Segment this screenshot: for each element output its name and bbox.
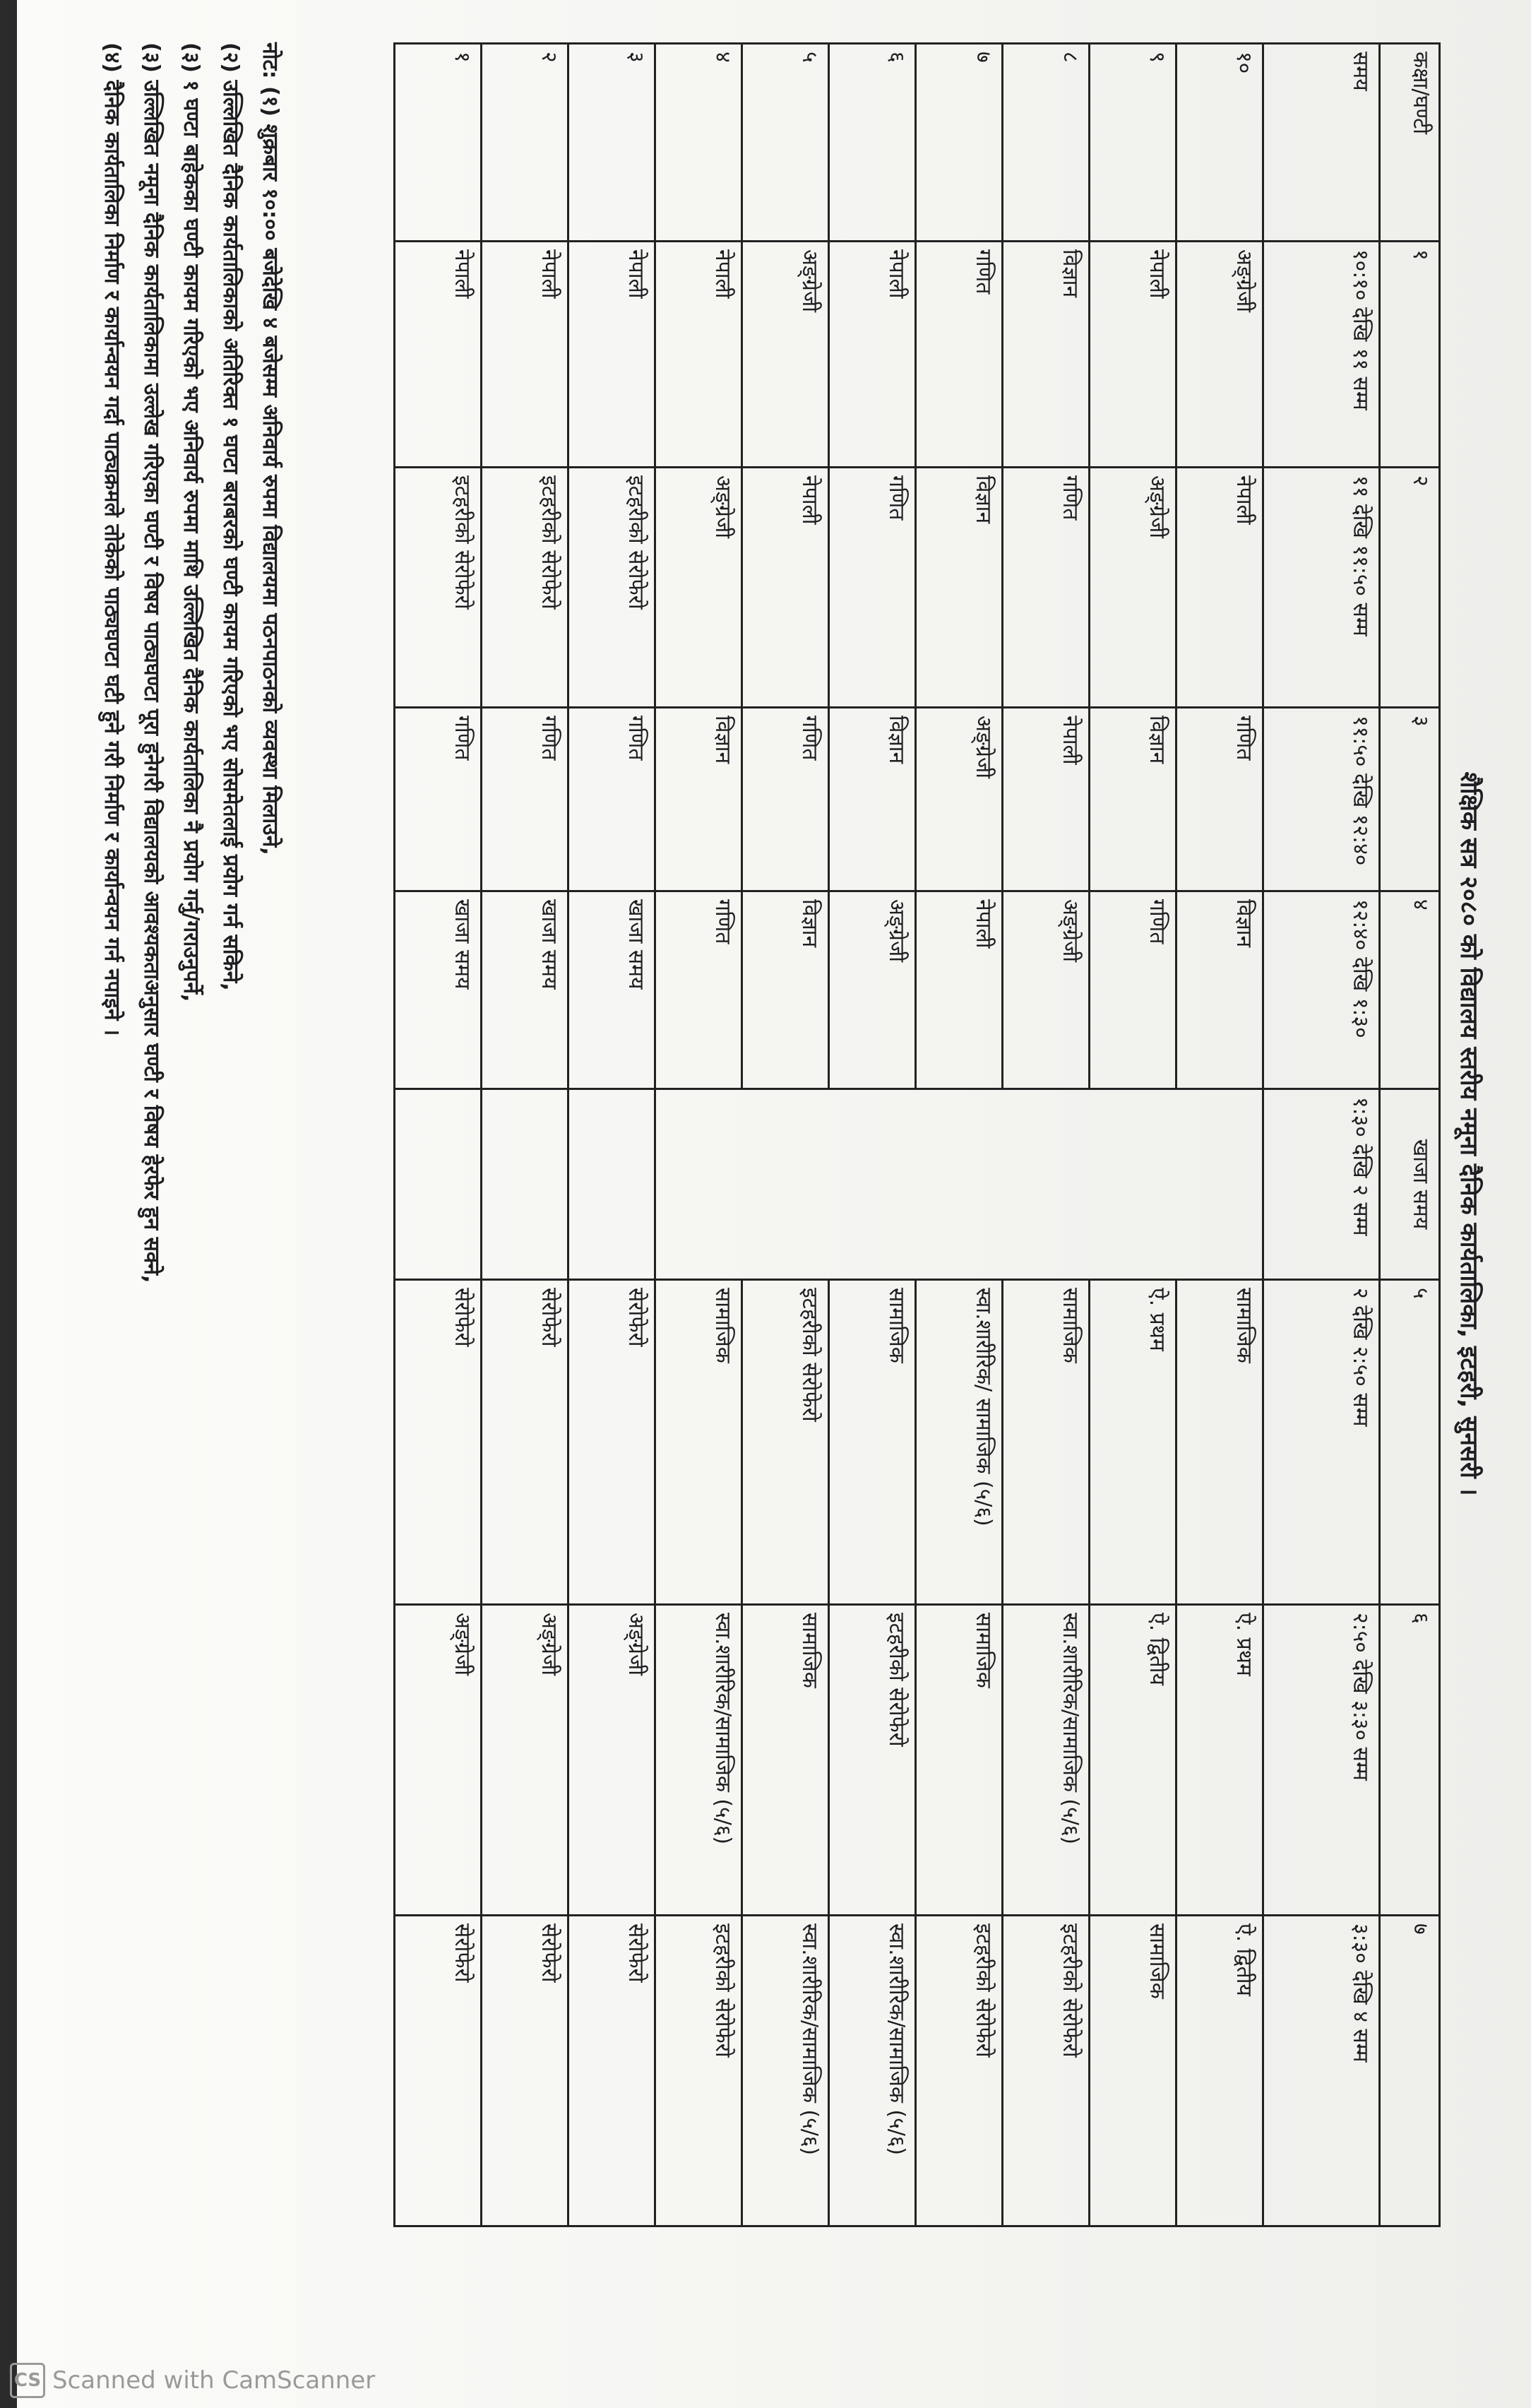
camscanner-watermark	[10, 2363, 375, 2398]
subject-cell: नेपाली	[916, 891, 1003, 1089]
lunch-blank-cell	[568, 1089, 655, 1280]
subject-cell: गणित	[482, 708, 568, 891]
subject-cell: ऐ. प्रथम	[1176, 1605, 1263, 1916]
subject-cell: नेपाली	[742, 468, 829, 708]
grade-cell: ८	[1003, 44, 1090, 242]
subject-cell: अङ्ग्रेजी	[568, 1605, 655, 1916]
scan-edge-shadow	[0, 0, 17, 2408]
subject-cell: इटहरीको सेरोफेरो	[568, 468, 655, 708]
notes-section	[92, 42, 290, 2225]
subject-cell: इटहरीको सेरोफेरो	[395, 468, 482, 708]
subject-cell: सामाजिक	[1176, 1280, 1263, 1605]
subject-cell: इटहरीको सेरोफेरो	[655, 1916, 742, 2226]
lunch-blank-cell	[482, 1089, 568, 1280]
header-cell: कक्षा/घण्टी	[1380, 44, 1440, 242]
time-cell: ११:५० देखि १२:४०	[1263, 708, 1380, 891]
subject-cell: अङ्ग्रेजी	[395, 1605, 482, 1916]
subject-cell: अङ्ग्रेजी	[916, 708, 1003, 891]
subject-cell: इटहरीको सेरोफेरो	[742, 1280, 829, 1605]
camscanner-logo-icon: CS	[10, 2363, 45, 2398]
table-row	[395, 44, 482, 2226]
time-cell: ३:३० देखि ४ सम्म	[1263, 1916, 1380, 2226]
grade-cell: ७	[916, 44, 1003, 242]
lunch-blank-cell	[395, 1089, 482, 1280]
subject-cell: सेरोफेरो	[482, 1916, 568, 2226]
subject-cell: विज्ञान	[1176, 891, 1263, 1089]
subject-cell: गणित	[916, 242, 1003, 468]
subject-cell: सेरोफेरो	[568, 1916, 655, 2226]
grade-cell: ४	[655, 44, 742, 242]
subject-cell: सामाजिक	[1090, 1916, 1176, 2226]
subject-cell: नेपाली	[482, 242, 568, 468]
subject-cell: सेरोफेरो	[482, 1280, 568, 1605]
subject-cell: ऐ. द्वितीय	[1176, 1916, 1263, 2226]
subject-cell: विज्ञान	[829, 708, 916, 891]
subject-cell: खाजा समय	[568, 891, 655, 1089]
grade-cell: १	[395, 44, 482, 242]
table-row	[568, 44, 655, 2226]
time-cell-lunch: १:३० देखि २ सम्म	[1263, 1089, 1380, 1280]
document-title: शैक्षिक सत्र २०८० को विद्यालय स्तरीय नमूना दैनिक कार्यतालिका, इटहरी, सुनसरी ।	[1455, 771, 1483, 1496]
subject-cell: सामाजिक	[655, 1280, 742, 1605]
subject-cell: नेपाली	[1090, 242, 1176, 468]
subject-cell: ऐ. प्रथम	[1090, 1280, 1176, 1605]
time-label: समय	[1263, 44, 1380, 242]
subject-cell: अङ्ग्रेजी	[655, 468, 742, 708]
subject-cell: खाजा समय	[482, 891, 568, 1089]
time-cell: २ देखि २:५० सम्म	[1263, 1280, 1380, 1605]
subject-cell: अङ्ग्रेजी	[1003, 891, 1090, 1089]
note-line: (३) उल्लिखित नमूना दैनिक कार्यतालिकामा उल्लेख गरिएका घण्टी र विषय पाठ्यघण्टा पूरा हुनेगरी विद्यालयको आवश्यकताअनुसार घण्टी र विषय हेरफेर हुन सक्ने,	[139, 42, 164, 1283]
subject-cell: सेरोफेरो	[568, 1280, 655, 1605]
note-line: (२) उल्लिखित दैनिक कार्यतालिकाको अतिरिक्त १ घण्टा बराबरको घण्टी कायम गरिएको भए सोसमेतलाई प्रयोग गर्न सकिने,	[218, 42, 243, 991]
subject-cell: स्वा.शारीरिक/सामाजिक (५/६)	[829, 1916, 916, 2226]
note-line: नोट: (१) शुक्रबार १०:०० बजेदेखि ४ बजेसम्म अनिवार्य रुपमा विद्यालयमा पठनपाठनको व्यवस्था मिलाउने,	[258, 42, 282, 855]
subject-cell: गणित	[1176, 708, 1263, 891]
subject-cell: नेपाली	[655, 242, 742, 468]
subject-cell: सामाजिक	[829, 1280, 916, 1605]
subject-cell: नेपाली	[568, 242, 655, 468]
subject-cell: इटहरीको सेरोफेरो	[916, 1916, 1003, 2226]
header-cell: ५	[1380, 1280, 1440, 1605]
subject-cell: नेपाली	[1176, 468, 1263, 708]
subject-cell: नेपाली	[829, 242, 916, 468]
subject-cell: अङ्ग्रेजी	[1176, 242, 1263, 468]
note-line: (४) दैनिक कार्यतालिका निर्माण र कार्यान्वयन गर्दा पाठ्यक्रमले तोकेको पाठ्यघण्टा घटी हुने गरी निर्माण र कार्यान्वयन गर्न नपाइने ।	[100, 42, 124, 1036]
subject-cell: स्वा.शारीरिक/सामाजिक (५/६)	[742, 1916, 829, 2226]
subject-cell: विज्ञान	[742, 891, 829, 1089]
subject-cell: नेपाली	[395, 242, 482, 468]
grade-cell: ९	[1090, 44, 1176, 242]
subject-cell: विज्ञान	[655, 708, 742, 891]
header-cell: २	[1380, 468, 1440, 708]
time-cell: १०:१० देखि ११ सम्म	[1263, 242, 1380, 468]
grade-cell: ३	[568, 44, 655, 242]
header-cell: ४	[1380, 891, 1440, 1089]
header-cell: १	[1380, 242, 1440, 468]
subject-cell: अङ्ग्रेजी	[742, 242, 829, 468]
subject-cell: स्वा.शारीरिक/ सामाजिक (५/६)	[916, 1280, 1003, 1605]
subject-cell: सेरोफेरो	[395, 1280, 482, 1605]
subject-cell: गणित	[655, 891, 742, 1089]
subject-cell: इटहरीको सेरोफेरो	[482, 468, 568, 708]
subject-cell: सेरोफेरो	[395, 1916, 482, 2226]
table-row	[482, 44, 568, 2226]
subject-cell: नेपाली	[1003, 708, 1090, 891]
lunch-merged-cell	[655, 1089, 1263, 1280]
subject-cell: खाजा समय	[395, 891, 482, 1089]
subject-cell: इटहरीको सेरोफेरो	[1003, 1916, 1090, 2226]
subject-cell: गणित	[829, 468, 916, 708]
table-row	[1176, 44, 1263, 2226]
subject-cell: सामाजिक	[742, 1605, 829, 1916]
time-cell: २:५० देखि ३:३० सम्म	[1263, 1605, 1380, 1916]
subject-cell: गणित	[1003, 468, 1090, 708]
rotated-document	[100, 42, 1490, 2225]
time-cell: १२:४० देखि १:३०	[1263, 891, 1380, 1089]
header-cell: ६	[1380, 1605, 1440, 1916]
time-row	[1263, 44, 1380, 2226]
watermark-text: Scanned with CamScanner	[52, 2366, 376, 2395]
subject-cell: गणित	[395, 708, 482, 891]
subject-cell: गणित	[742, 708, 829, 891]
grade-cell: ६	[829, 44, 916, 242]
subject-cell: सामाजिक	[916, 1605, 1003, 1916]
subject-cell: सामाजिक	[1003, 1280, 1090, 1605]
grade-cell: २	[482, 44, 568, 242]
subject-cell: विज्ञान	[1090, 708, 1176, 891]
subject-cell: विज्ञान	[916, 468, 1003, 708]
subject-cell: विज्ञान	[1003, 242, 1090, 468]
note-line: (३) १ घण्टा बाहेकका घण्टी कायम गरिएको भए अनिवार्य रुपमा माथि उल्लिखित दैनिक कार्यतालिका नै प्रयोग गर्नु/गराउनुपर्ने,	[179, 42, 203, 1002]
subject-cell: इटहरीको सेरोफेरो	[829, 1605, 916, 1916]
grade-cell: १०	[1176, 44, 1263, 242]
subject-cell: गणित	[1090, 891, 1176, 1089]
subject-cell: अङ्ग्रेजी	[482, 1605, 568, 1916]
subject-cell: अङ्ग्रेजी	[829, 891, 916, 1089]
subject-cell: स्वा.शारीरिक/सामाजिक (५/६)	[1003, 1605, 1090, 1916]
time-cell: ११ देखि ११:५० सम्म	[1263, 468, 1380, 708]
grade-cell: ५	[742, 44, 829, 242]
header-cell-lunch: खाजा समय	[1380, 1089, 1440, 1280]
header-row	[1380, 44, 1440, 2226]
subject-cell: गणित	[568, 708, 655, 891]
header-cell: ३	[1380, 708, 1440, 891]
timetable	[393, 42, 1441, 2227]
subject-cell: स्वा.शारीरिक/सामाजिक (५/६)	[655, 1605, 742, 1916]
subject-cell: अङ्ग्रेजी	[1090, 468, 1176, 708]
header-cell: ७	[1380, 1916, 1440, 2226]
subject-cell: ऐ. द्वितीय	[1090, 1605, 1176, 1916]
